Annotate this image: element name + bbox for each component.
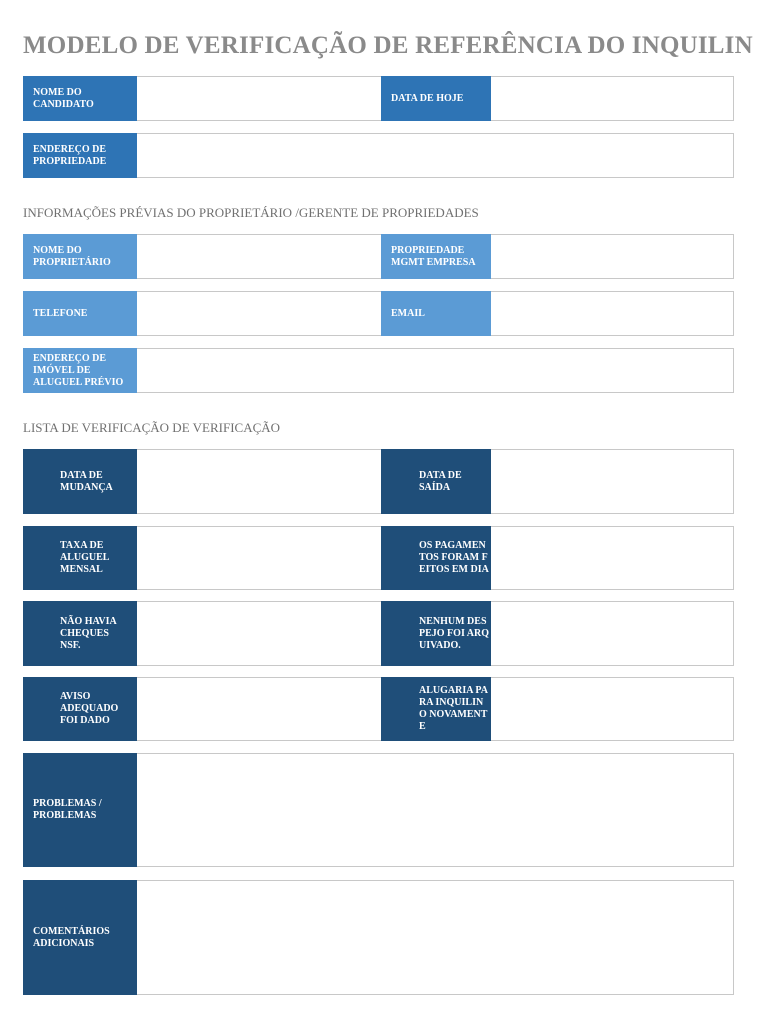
data-saida-field[interactable] [491, 450, 733, 513]
comentarios-field[interactable] [137, 881, 733, 994]
label-aviso: AVISO ADEQUADO FOI DADO [23, 677, 137, 741]
label-propriedade-mgmt: PROPRIEDADE MGMT EMPRESA [381, 234, 491, 279]
nome-proprietario-field[interactable] [137, 235, 381, 278]
label-endereco-propriedade: ENDEREÇO DE PROPRIEDADE [23, 133, 137, 178]
notice-row [23, 677, 734, 741]
label-problemas: PROBLEMAS / PROBLEMAS [23, 753, 137, 867]
label-data-hoje: DATA DE HOJE [381, 76, 491, 121]
label-email: EMAIL [381, 291, 491, 336]
comments-row [23, 880, 734, 995]
telefone-field[interactable] [137, 292, 381, 335]
label-data-saida: DATA DE SAÍDA [381, 449, 491, 514]
nome-candidato-field[interactable] [137, 77, 381, 120]
problemas-field[interactable] [137, 754, 733, 866]
rent-row [23, 526, 734, 590]
despejo-field[interactable] [491, 602, 733, 665]
previous-address-row [23, 348, 734, 393]
data-hoje-field[interactable] [491, 77, 733, 120]
endereco-propriedade-field[interactable] [137, 134, 733, 177]
propriedade-mgmt-field[interactable] [491, 235, 733, 278]
cheques-field[interactable] [137, 602, 381, 665]
label-taxa-aluguel: TAXA DE ALUGUEL MENSAL [23, 526, 137, 590]
applicant-row [23, 76, 734, 121]
endereco-imovel-field[interactable] [137, 349, 733, 392]
section-heading-landlord: INFORMAÇÕES PRÉVIAS DO PROPRIETÁRIO /GERENTE DE PROPRIEDADES [23, 205, 479, 220]
label-cheques: NÃO HAVIA CHEQUES NSF. [23, 601, 137, 666]
label-despejo: NENHUM DESPEJO FOI ARQUIVADO. [381, 601, 491, 666]
label-comentarios: COMENTÁRIOS ADICIONAIS [23, 880, 137, 995]
label-data-mudanca: DATA DE MUDANÇA [23, 449, 137, 514]
label-alugaria: ALUGARIA PARA INQUILINO NOVAMENTE [381, 677, 491, 741]
checks-row [23, 601, 734, 666]
taxa-aluguel-field[interactable] [137, 527, 381, 589]
email-field[interactable] [491, 292, 733, 335]
pagamentos-field[interactable] [491, 527, 733, 589]
landlord-row [23, 234, 734, 279]
problems-row [23, 753, 734, 867]
section-heading-checklist: LISTA DE VERIFICAÇÃO DE VERIFICAÇÃO [23, 420, 281, 435]
label-nome-candidato: NOME DO CANDIDATO [23, 76, 137, 121]
property-address-row [23, 133, 734, 178]
label-endereco-imovel: ENDEREÇO DE IMÓVEL DE ALUGUEL PRÉVIO [23, 348, 137, 393]
contact-row [23, 291, 734, 336]
data-mudanca-field[interactable] [137, 450, 381, 513]
page-title: MODELO DE VERIFICAÇÃO DE REFERÊNCIA DO INQUILIN [23, 32, 753, 59]
aviso-field[interactable] [137, 678, 381, 740]
alugaria-field[interactable] [491, 678, 733, 740]
dates-row [23, 449, 734, 514]
label-nome-proprietario: NOME DO PROPRIETÁRIO [23, 234, 137, 279]
label-telefone: TELEFONE [23, 291, 137, 336]
label-pagamentos: OS PAGAMENTOS FORAM FEITOS EM DIA [381, 526, 491, 590]
